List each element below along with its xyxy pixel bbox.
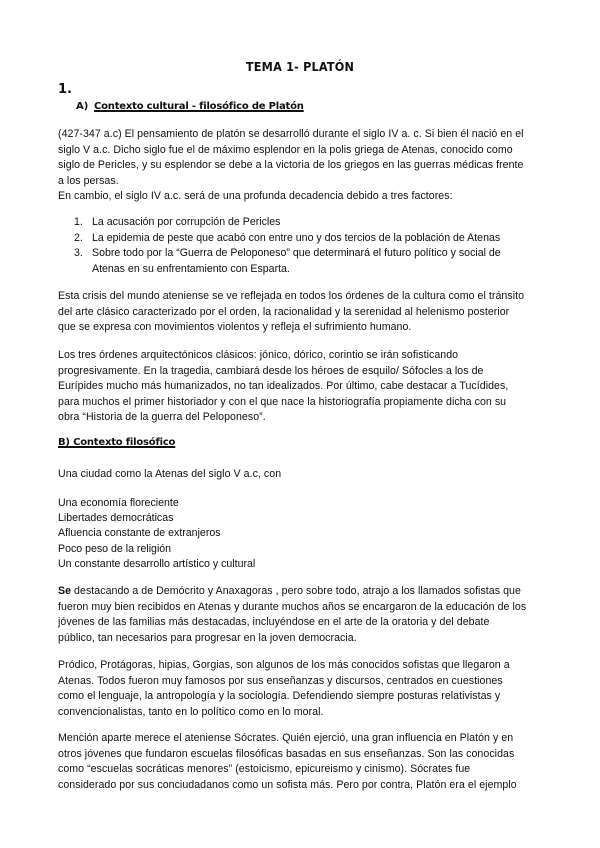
heading-a-label: A) [76,101,89,112]
paragraph-city: Una ciudad como la Atenas del siglo V a.c, con [58,468,282,480]
document-title: TEMA 1- PLATÓN [245,59,355,74]
text-line: considerado por sus conciudadanos como un sofista más. Pero por contra, Platón era el ejemplo [58,778,517,791]
paragraph-sophists [58,658,544,720]
paragraph-socrates [58,731,544,793]
text-line: jóvenes de las familias más destacadas, incluyéndose en el arte de la oratoria y del debate [58,616,490,629]
text-line: En cambio, el siglo IV a.c. será de una profunda decadencia debido a tres factores: [58,190,453,203]
text-line: como el lenguaje, la antropología y la sociología. Defendiendo siempre posturas relativistas y [58,690,501,703]
heading-a-text: Contexto cultural - filosófico de Platón [94,101,304,112]
paragraph-sophists-intro [58,584,544,646]
text-line: que se expresa con movimientos violentos y refleja el sufrimiento humano. [58,321,412,334]
list-item: Una economía floreciente [58,497,179,509]
list-number: 3. [74,247,83,260]
text-line: Mención aparte merece el ateniense Sócrates. Quién ejerció, una gran influencia en Platón y en [58,732,514,744]
text-line: La acusación por corrupción de Pericles [92,216,281,228]
list-item [58,246,544,277]
text-line: Atenas. Todos fueron muy famosos por sus enseñanzas y discursos, centrados en cuestiones [58,674,503,687]
list-item: Poco peso de la religión [58,542,172,555]
text-line: (427-347 a.c) El pensamiento de platón se desarrolló durante el siglo IV a. c. Si bien él nació en el [58,128,524,140]
text-line: público, tan necesarios para progresar en la joven democracia. [58,631,357,644]
text-line: progresivamente. En la tragedia, cambiará desde los héroes de esquilo/ Sófocles a los de [58,364,484,377]
text-line: Eurípides mucho más humanizados, no tan idealizados. Por último, cabe destacar a Tucídides, [58,380,509,393]
text-line: como “escuelas socráticas menores” (estoicismo, epicureismo y cinismo). Sócrates fue [58,763,471,776]
text-line: fueron muy bien recibidos en Atenas y durante muchos años se encargaron de la educación de los [58,600,527,613]
text-line: convencionalistas, tanto en lo político como en lo moral. [58,705,324,718]
list-item: Un constante desarrollo artístico y cultural [58,557,256,570]
list-number: 1. [74,216,83,228]
heading-a [76,101,304,112]
text-line: obra “Historia de la guerra del Peloponeso”. [58,411,266,424]
conditions-list [58,496,544,572]
text-line: La epidemia de peste que acabó con entre uno y dos tercios de la población de Atenas [92,231,501,244]
list-item: Afluencia constante de extranjeros [58,527,221,540]
list-item [58,231,544,247]
text-line: siglo V a.c. Dicho siglo fue el de máximo esplendor en la polis griega de Atenas, conocido como [58,143,513,156]
text-line: Los tres órdenes arquitectónicos clásicos: jónico, dórico, corintio se irán sofisticando [58,349,459,361]
text-line: Pródico, Protágoras, hipias, Gorgias, son algunos de los más conocidos sofistas que llegaron a [58,659,510,671]
bold-word: Se [58,585,72,597]
heading-b: B) Contexto filosófico [58,437,176,448]
text-line: Esta crisis del mundo ateniense se ve reflejada en todos los órdenes de la cultura como el tránsito [58,290,525,302]
factors-list [58,215,544,277]
paragraph-arts [58,348,544,426]
list-number: 2. [74,231,83,244]
section-number: 1. [58,82,72,97]
text-line: siglo de Pericles, y su esplendor se debe a la victoria de los griegos en las guerras médicas frente [58,159,524,172]
text-line [58,584,544,600]
text-line: otros jóvenes que fundaron escuelas filosóficas basadas en sus enseñanzas. Son las conocidas [58,747,515,760]
text-line: Sobre todo por la “Guerra de Peloponeso” que determinará el futuro político y social de [92,247,501,260]
paragraph-intro [58,127,544,205]
text-line: Atenas en su enfrentamiento con Esparta. [92,262,290,275]
list-item [58,215,544,231]
text-span: destacando a de Demócrito y Anaxagoras , pero sobre todo, atrajo a los llamados sofistas que [71,585,521,597]
text-line: a los persas. [58,174,119,187]
text-line: del arte clásico caracterizado por el orden, la racionalidad y la serenidad al helenismo posterior [58,305,510,318]
list-item: Libertades democráticas [58,512,174,525]
text-line: para muchos el primer historiador y con el que nace la historiografía propiamente dicha con su [58,395,507,408]
paragraph-crisis [58,289,544,336]
